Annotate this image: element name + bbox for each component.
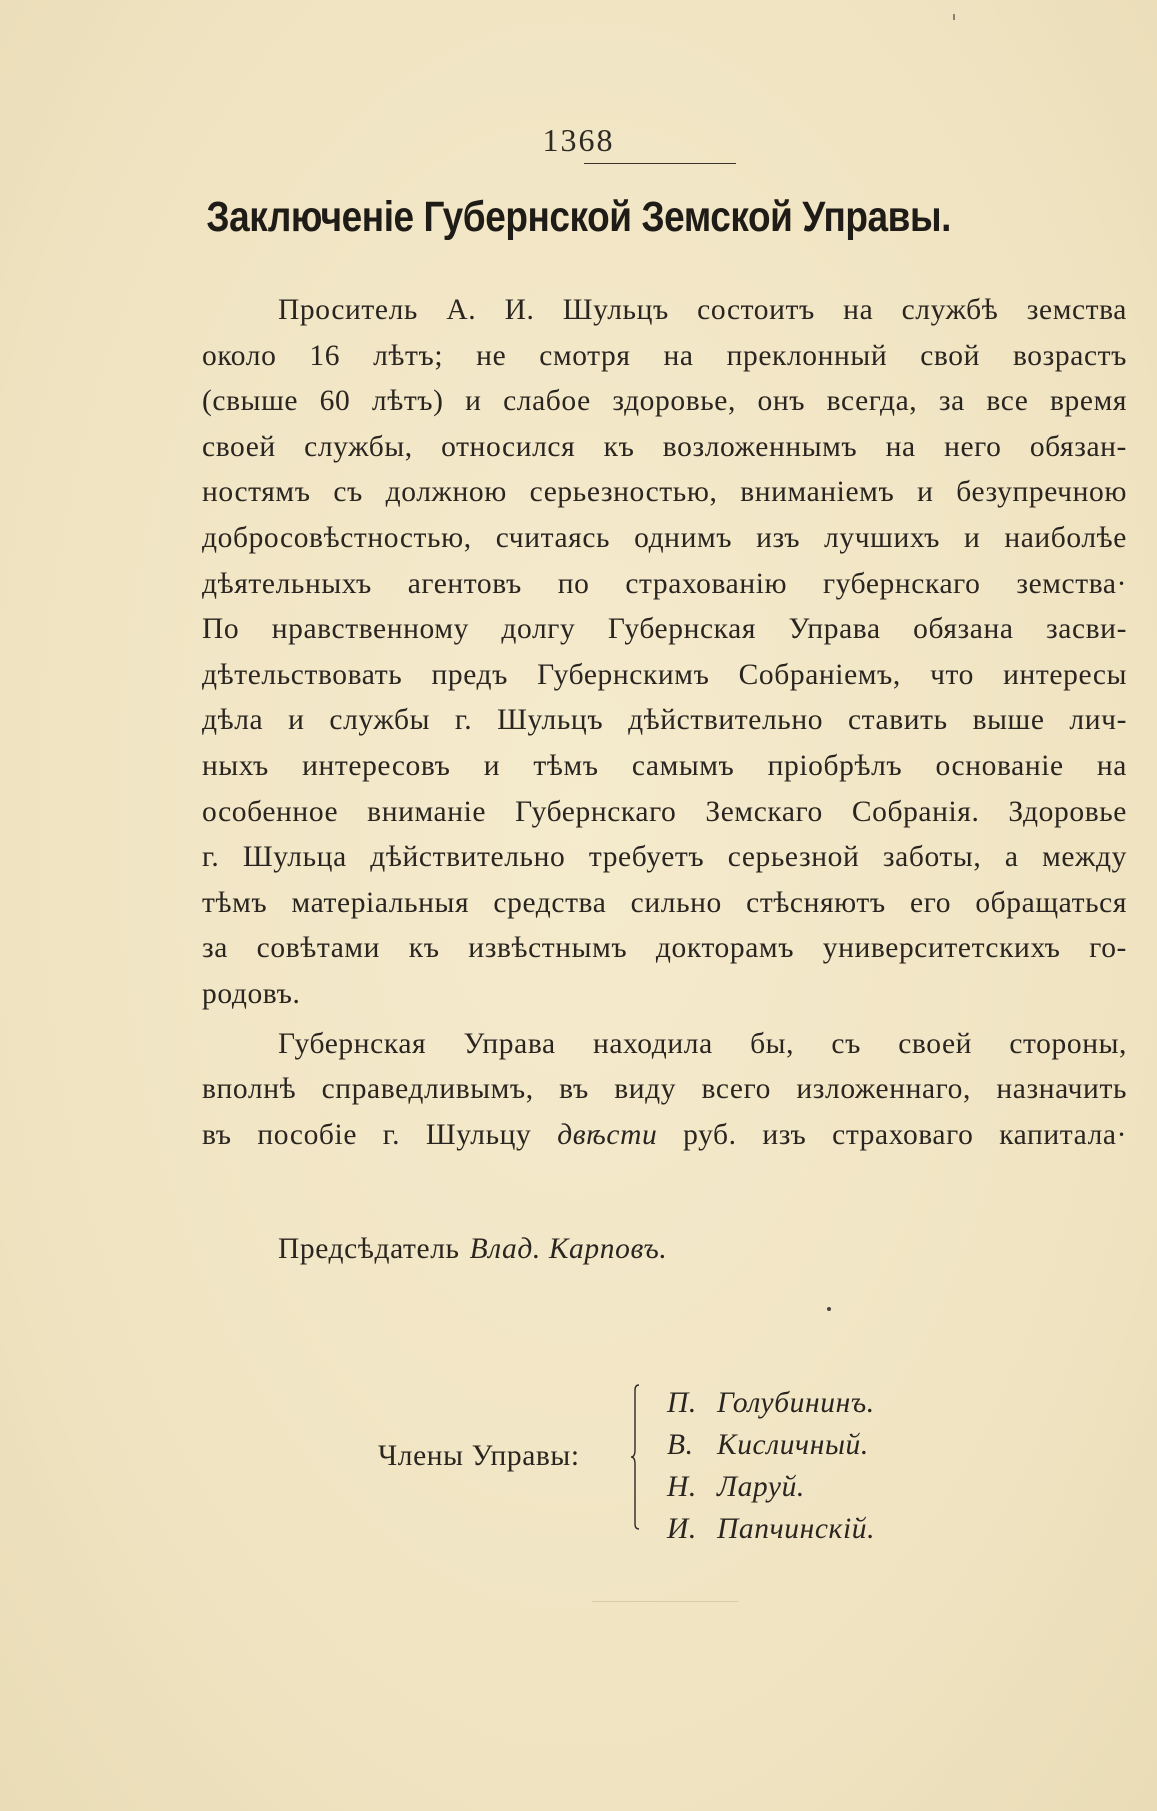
body-text bbox=[202, 288, 1127, 1158]
member-name: Папчинскій. bbox=[717, 1513, 876, 1545]
text-line: своей службы, относился къ возложеннымъ на него обязан- bbox=[202, 430, 1127, 463]
chairman-title: Предсѣдатель bbox=[278, 1233, 460, 1265]
text-line: ныхъ интересовъ и тѣмъ самымъ пріобрѣлъ основаніе на bbox=[202, 749, 1127, 782]
member-name: Кисличный. bbox=[717, 1429, 869, 1461]
text-line: за совѣтами къ извѣстнымъ докторамъ университетскихъ го- bbox=[202, 932, 1127, 965]
paragraph-2 bbox=[202, 1022, 1127, 1159]
page-number: 1368 bbox=[542, 122, 615, 158]
text-line: тѣмъ матеріальныя средства сильно стѣсняютъ его обращаться bbox=[202, 886, 1127, 919]
text-line: родовъ. bbox=[202, 977, 301, 1010]
member-name: Ларуй. bbox=[717, 1471, 805, 1503]
members-label: Члены Управы: bbox=[378, 1440, 580, 1472]
members-list bbox=[667, 1382, 875, 1550]
member-initial: И. bbox=[667, 1513, 697, 1545]
text-line: дѣятельныхъ агентовъ по страхованію губернскаго земства· bbox=[202, 567, 1127, 600]
text-line: (свыше 60 лѣтъ) и слабое здоровье, онъ всегда, за все время bbox=[202, 385, 1127, 418]
member-signature bbox=[667, 1382, 875, 1424]
text-line: добросовѣстностью, считаясь однимъ изъ лучшихъ и наиболѣе bbox=[202, 521, 1127, 554]
member-signature bbox=[667, 1424, 875, 1466]
member-signature bbox=[667, 1466, 875, 1508]
document-heading: Заключеніе Губернской Земской Управы. bbox=[206, 193, 951, 241]
paper-mark bbox=[953, 14, 955, 20]
member-initial: П. bbox=[667, 1387, 697, 1419]
text-line: вполнѣ справедливымъ, въ виду всего изложеннаго, назначить bbox=[202, 1073, 1127, 1106]
text-line: около 16 лѣтъ; не смотря на преклонный свой возрастъ bbox=[202, 339, 1127, 372]
text-line: дѣтельствовать предъ Губернскимъ Собраніемъ, что интересы bbox=[202, 658, 1127, 691]
member-initial: Н. bbox=[667, 1471, 697, 1503]
text-line: особенное вниманіе Губернскаго Земскаго Собранія. Здоровье bbox=[202, 795, 1127, 828]
member-signature bbox=[667, 1508, 875, 1550]
ink-dot bbox=[827, 1307, 831, 1311]
text-segment: въ пособіе г. Шульцу bbox=[202, 1118, 532, 1151]
member-name: Голубининъ. bbox=[717, 1387, 875, 1419]
text-segment: руб. изъ страховаго капитала· bbox=[683, 1118, 1128, 1151]
page-number-rule bbox=[584, 163, 736, 164]
text-line: г. Шульца дѣйствительно требуетъ серьезной заботы, а между bbox=[202, 841, 1127, 874]
chairman-signature-line bbox=[278, 1233, 667, 1266]
paragraph-1 bbox=[202, 288, 1127, 1018]
text-line: Губернская Управа находила бы, съ своей стороны, bbox=[278, 1027, 1127, 1060]
closing-rule bbox=[592, 1601, 738, 1602]
chairman-signature: Влад. Карповъ. bbox=[469, 1233, 668, 1265]
member-initial: В. bbox=[667, 1429, 694, 1461]
text-line: Проситель А. И. Шульцъ состоитъ на службѣ земства bbox=[278, 294, 1127, 326]
text-line: По нравственному долгу Губернская Управа обязана засви- bbox=[202, 613, 1127, 646]
text-line: ностямъ съ должною серьезностью, вниманіемъ и безупречною bbox=[202, 476, 1127, 509]
text-line: дѣла и службы г. Шульцъ дѣйствительно ставить выше лич- bbox=[202, 704, 1127, 737]
emphasized-amount: двѣсти bbox=[557, 1118, 658, 1151]
curly-brace bbox=[630, 1384, 640, 1530]
text-line bbox=[202, 1113, 1127, 1159]
